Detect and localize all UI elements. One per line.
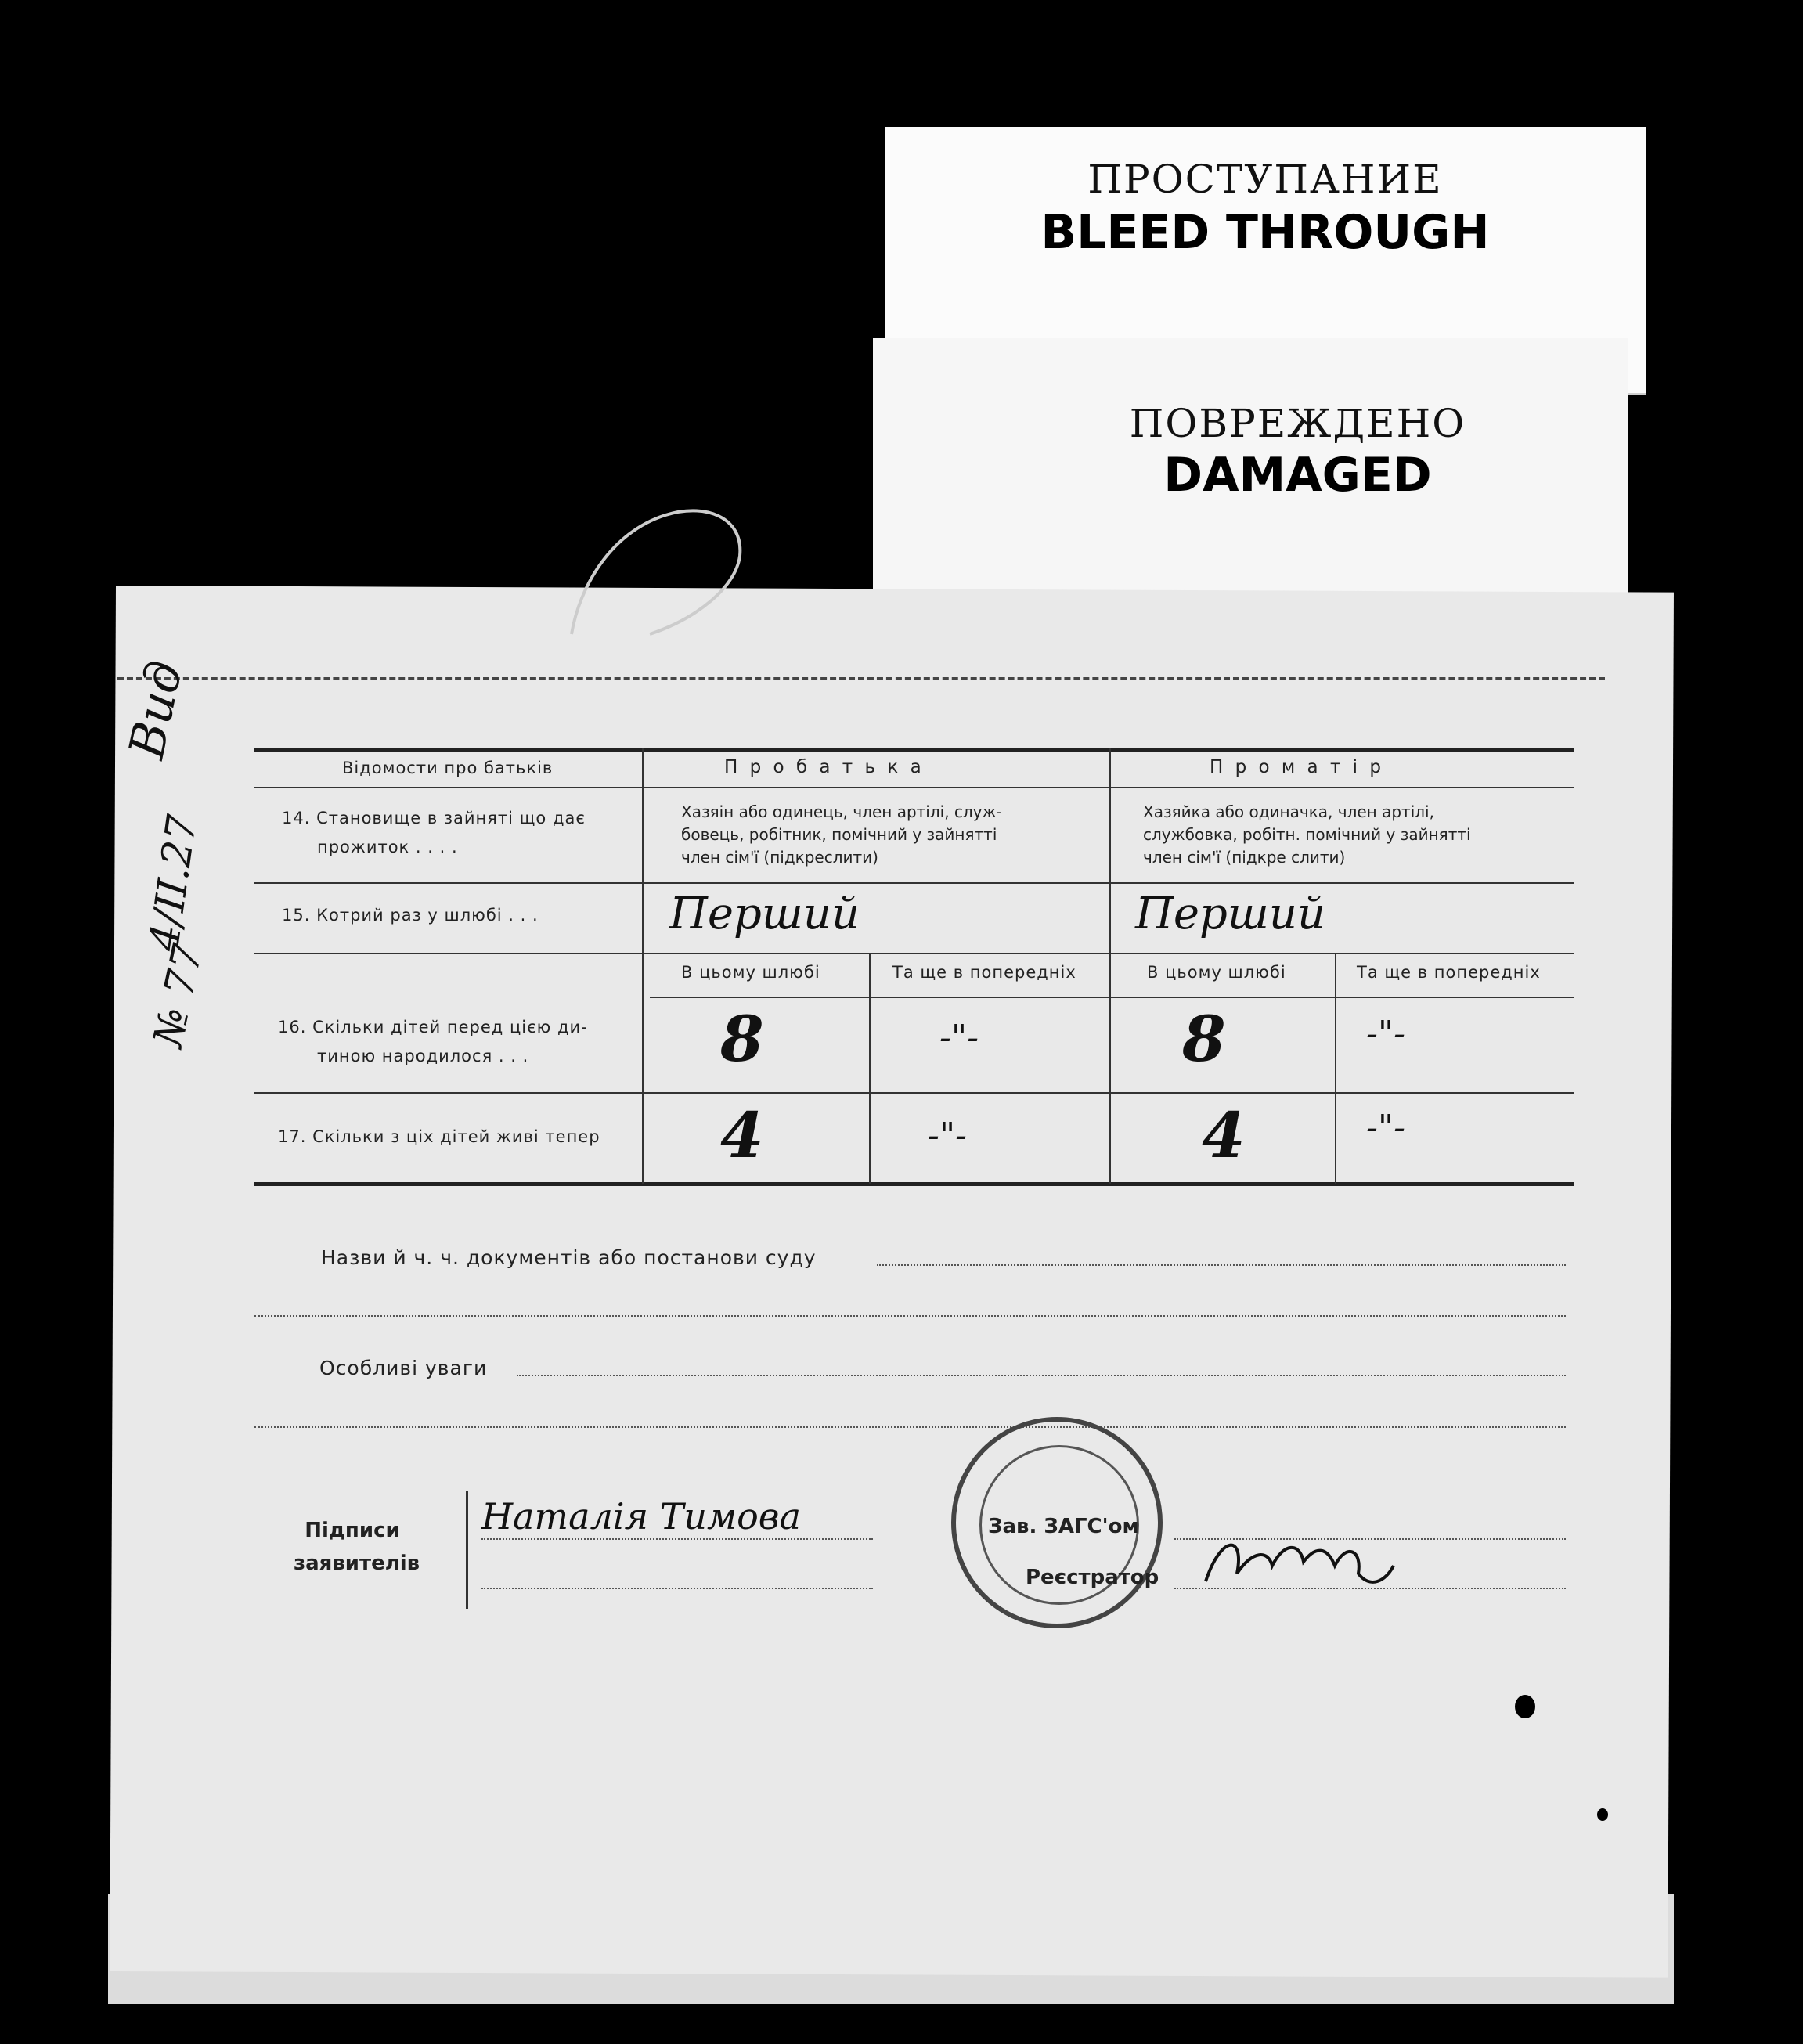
applicant-signature: Наталія Тимова <box>481 1495 802 1538</box>
applicant-signature-line <box>481 1538 873 1540</box>
notes-label: Особливі уваги <box>319 1357 488 1379</box>
table-col-divider <box>642 748 644 1184</box>
row17-mother-this: 4 <box>1202 1098 1246 1172</box>
header-about-father: П р о б а т ь к а <box>724 757 925 777</box>
table-rule <box>254 1092 1574 1094</box>
row16-mother-this: 8 <box>1182 1002 1226 1076</box>
row17-label: 17. Скільки з ціх дітей живі тепер <box>278 1127 600 1146</box>
applicant-signature-line-2 <box>481 1588 873 1589</box>
row16-label-cont: тиною народилося . . . <box>317 1047 529 1065</box>
margin-note-date: 4/II.27 <box>141 812 207 954</box>
subheader-previous-father: Та ще в попередніх <box>892 963 1076 982</box>
row17-father-this: 4 <box>720 1098 764 1172</box>
row14-father-options <box>681 801 1002 869</box>
bleed-through-en-text: BLEED THROUGH <box>1040 205 1490 260</box>
row15-label: 15. Котрий раз у шлюбі . . . <box>282 906 539 925</box>
row15-father-value: Перший <box>669 889 860 939</box>
table-rule <box>254 953 1574 954</box>
documents-label: Назви й ч. ч. документів або постанови суду <box>321 1246 817 1269</box>
head-registry-label: Зав. ЗАГС'ом <box>988 1515 1139 1538</box>
punch-hole <box>1515 1695 1535 1718</box>
row16-mother-prev: -"- <box>1366 1014 1405 1054</box>
row14-mother-line2: службовка, робітн. помічний у зайнятті <box>1143 825 1471 844</box>
signature-bracket <box>466 1491 468 1609</box>
table-top-border <box>254 748 1574 752</box>
row14-label: 14. Становище в зайняті що дає <box>282 809 586 827</box>
documents-line-2 <box>254 1315 1566 1317</box>
header-about-mother: П р о м а т і р <box>1210 757 1384 777</box>
bleed-through-ru-text: ПРОСТУПАНИЕ <box>1087 157 1443 202</box>
table-rule <box>254 882 1574 884</box>
damaged-card <box>873 338 1628 595</box>
row14-father-line3: член сім'ї (підкреслити) <box>681 848 878 867</box>
table-col-divider <box>1335 953 1336 1184</box>
registrar-signature <box>1198 1519 1401 1613</box>
table-rule <box>254 787 1574 788</box>
registrar-label: Реєстратор <box>1026 1566 1159 1589</box>
applicants-label-line2: заявителів <box>294 1552 420 1575</box>
row14-label-cont: прожиток . . . . <box>317 838 458 856</box>
table-col-divider <box>1109 748 1111 1184</box>
damaged-ru-text: ПОВРЕЖДЕНО <box>1129 401 1466 446</box>
perforation-line <box>117 677 1605 680</box>
subheader-this-marriage-mother: В цьому шлюбі <box>1147 963 1286 982</box>
row14-father-line1: Хазяін або одинець, член артілі, служ- <box>681 802 1002 821</box>
subheader-previous-mother: Та ще в попередніх <box>1357 963 1541 982</box>
row14-mother-options <box>1143 801 1471 869</box>
punch-hole <box>1597 1808 1608 1821</box>
table-col-divider <box>869 953 871 1184</box>
margin-note-number: № 77 <box>145 939 213 1051</box>
table-bottom-border <box>254 1182 1574 1186</box>
row16-father-prev: -"- <box>939 1018 979 1058</box>
header-parents-info: Відомости про батьків <box>342 759 554 777</box>
table-rule <box>650 997 1574 998</box>
parents-info-table <box>254 748 1574 1186</box>
row16-label: 16. Скільки дітей перед цією ди- <box>278 1018 588 1036</box>
row14-mother-line1: Хазяйка або одиначка, член артілі, <box>1143 802 1434 821</box>
applicants-signature-label <box>294 1519 420 1575</box>
row14-mother-line3: член сім'ї (підкре слити) <box>1143 848 1346 867</box>
row17-father-prev: -"- <box>928 1116 967 1155</box>
row14-father-line2: бовець, робітник, помічний у зайнятті <box>681 825 997 844</box>
notes-line-2 <box>254 1426 1566 1428</box>
row15-mother-value: Перший <box>1135 889 1326 939</box>
documents-line <box>877 1264 1566 1266</box>
wire-clip <box>564 501 767 642</box>
subheader-this-marriage-father: В цьому шлюбі <box>681 963 820 982</box>
row17-mother-prev: -"- <box>1366 1108 1405 1148</box>
applicants-label-line1: Підписи <box>305 1519 400 1542</box>
row16-father-this: 8 <box>720 1002 764 1076</box>
notes-line <box>517 1375 1566 1376</box>
margin-note-line1: Вид <box>117 655 194 764</box>
damaged-en-text: DAMAGED <box>1163 448 1432 503</box>
